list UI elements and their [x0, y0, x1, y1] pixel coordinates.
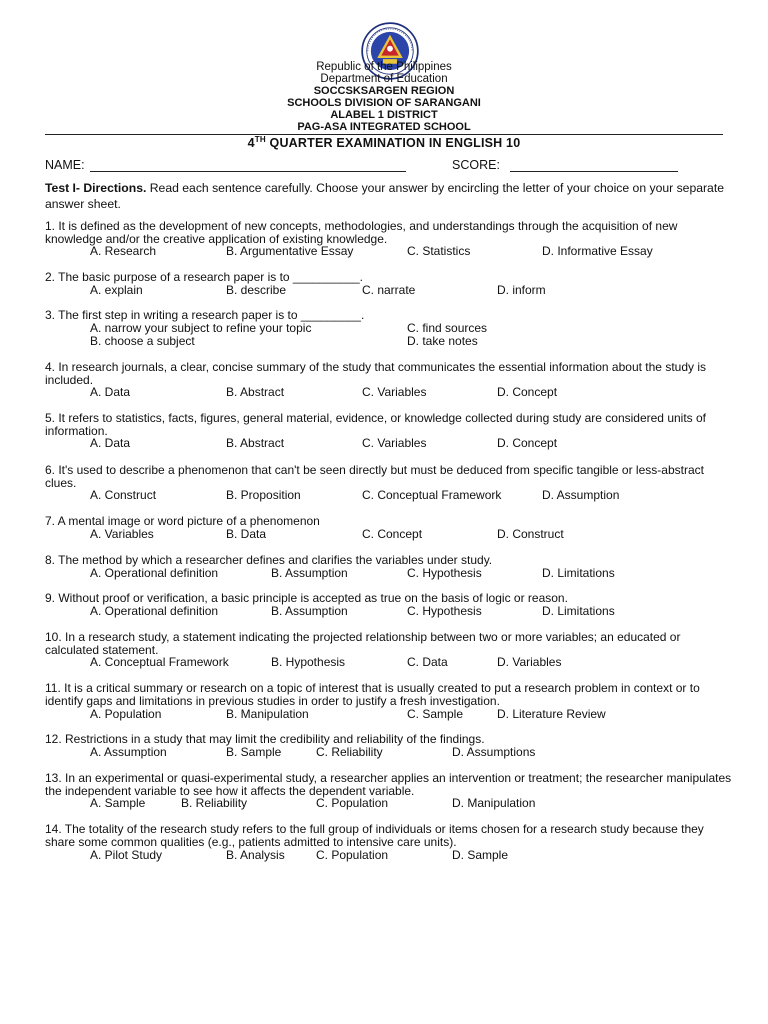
answer-option[interactable]: D. Assumptions [452, 745, 536, 759]
answer-option[interactable]: B. Assumption [271, 566, 348, 580]
answer-option[interactable]: A. Population [90, 707, 162, 721]
answer-option[interactable]: B. Abstract [226, 436, 285, 450]
answer-option[interactable]: B. Reliability [181, 796, 248, 810]
answer-option[interactable]: B. Hypothesis [271, 655, 346, 669]
answer-option[interactable]: C. Variables [362, 436, 427, 450]
question-stem: 12. Restrictions in a study that may limit the credibility and reliability of the findings. [45, 732, 485, 746]
answer-option[interactable]: C. narrate [362, 283, 416, 297]
answer-option[interactable]: D. Assumption [542, 488, 620, 502]
question-stem: 3. The first step in writing a research paper is to _________. [45, 308, 365, 322]
answer-option[interactable]: D. Concept [497, 385, 558, 399]
answer-option[interactable]: A. Data [90, 436, 131, 450]
answer-option[interactable]: D. Sample [452, 848, 509, 862]
question-stem: 9. Without proof or verification, a basic principle is accepted as true on the basis of logic or reason. [45, 591, 568, 605]
answer-option[interactable]: C. Hypothesis [407, 604, 482, 618]
question-stem: 11. It is a critical summary or research on a topic of interest that is usually created to put a research problem in context or to identify gaps and limitations in previous studies in order to justify a fresh investigation. [45, 681, 700, 708]
answer-option[interactable]: B. Assumption [271, 604, 348, 618]
answer-option[interactable]: B. Data [226, 527, 267, 541]
question-stem: 6. It's used to describe a phenomenon that can't be seen directly but must be deduced from specific tangible or less-abstract clues. [45, 463, 704, 490]
question-stem: 10. In a research study, a statement indicating the projected relationship between two or more variables; an educated or calculated statement. [45, 630, 681, 657]
answer-option[interactable]: B. choose a subject [90, 334, 195, 348]
answer-option[interactable]: D. take notes [407, 334, 478, 348]
answer-option[interactable]: A. Operational definition [90, 566, 219, 580]
answer-option[interactable]: B. Proposition [226, 488, 301, 502]
answer-option[interactable]: C. find sources [407, 321, 488, 335]
answer-option[interactable]: D. Concept [497, 436, 558, 450]
answer-option[interactable]: D. Informative Essay [542, 244, 653, 258]
answer-option[interactable]: C. Population [316, 796, 389, 810]
question-stem: 14. The totality of the research study refers to the full group of individuals or items chosen for a research study because they share some common qualities (e.g., patients admitted to intensive care units). [45, 822, 704, 849]
region-line: SOCCSKSARGEN REGION [313, 85, 455, 97]
answer-option[interactable]: A. explain [90, 283, 143, 297]
answer-option[interactable]: C. Conceptual Framework [362, 488, 502, 502]
directions [45, 180, 725, 212]
answer-option[interactable]: A. Sample [90, 796, 146, 810]
answer-option[interactable]: D. Manipulation [452, 796, 536, 810]
answer-option[interactable]: A. Assumption [90, 745, 167, 759]
answer-option[interactable]: C. Reliability [316, 745, 383, 759]
name-field[interactable] [90, 171, 406, 172]
answer-option[interactable]: D. inform [497, 283, 546, 297]
exam-title-number: 4 [247, 136, 255, 150]
division-line: SCHOOLS DIVISION OF SARANGANI [287, 97, 481, 109]
answer-option[interactable]: B. describe [226, 283, 287, 297]
answer-option[interactable]: D. Construct [497, 527, 564, 541]
exam-title [0, 136, 768, 150]
answer-option[interactable]: C. Data [407, 655, 448, 669]
answer-option[interactable]: A. Data [90, 385, 131, 399]
question-stem: 4. In research journals, a clear, concise summary of the study that communicates the essential information about the study is included. [45, 360, 706, 387]
answer-option[interactable]: B. Abstract [226, 385, 285, 399]
exam-title-suffix: TH [254, 135, 266, 144]
directions-text: Read each sentence carefully. Choose your answer by encircling the letter of your choice on your separate answer sheet. [45, 181, 725, 211]
question-stem: 5. It refers to statistics, facts, figures, general material, evidence, or knowledge collected during study are considered units of information. [45, 411, 707, 438]
answer-option[interactable]: A. Pilot Study [90, 848, 163, 862]
answer-option[interactable]: B. Manipulation [226, 707, 309, 721]
answer-option[interactable]: C. Variables [362, 385, 427, 399]
answer-option[interactable]: D. Variables [497, 655, 562, 669]
question-stem: 1. It is defined as the development of new concepts, methodologies, and understandings through the acquisition of new knowledge and/or the creative application of existing knowledge. [45, 219, 678, 246]
answer-option[interactable]: C. Population [316, 848, 389, 862]
republic-line: Republic of the Philippines [316, 61, 452, 73]
name-label: NAME: [45, 158, 85, 172]
exam-title-text: QUARTER EXAMINATION IN ENGLISH 10 [265, 136, 521, 150]
answer-option[interactable]: D. Literature Review [497, 707, 606, 721]
answer-option[interactable]: C. Sample [407, 707, 464, 721]
department-line: Department of Education [320, 73, 448, 85]
answer-option[interactable]: A. Conceptual Framework [90, 655, 229, 669]
question-stem: 2. The basic purpose of a research paper is to __________. [45, 270, 363, 284]
school-line: PAG-ASA INTEGRATED SCHOOL [297, 121, 471, 133]
answer-option[interactable]: C. Hypothesis [407, 566, 482, 580]
district-line: ALABEL 1 DISTRICT [330, 109, 438, 121]
answer-option[interactable]: A. Variables [90, 527, 154, 541]
question-stem: 13. In an experimental or quasi-experimental study, a researcher applies an intervention or treatment; the researcher manipulates the independent variable to see how it affects the dependent variable. [45, 771, 732, 798]
answer-option[interactable]: D. Limitations [542, 604, 615, 618]
answer-option[interactable]: A. Research [90, 244, 157, 258]
directions-lead: Test I- Directions. [45, 181, 147, 195]
answer-option[interactable]: C. Concept [362, 527, 423, 541]
score-label: SCORE: [452, 158, 500, 172]
answer-option[interactable]: A. narrow your subject to refine your topic [90, 321, 312, 335]
answer-option[interactable]: A. Operational definition [90, 604, 219, 618]
answer-option[interactable]: B. Sample [226, 745, 282, 759]
question-stem: 7. A mental image or word picture of a phenomenon [45, 514, 320, 528]
header-divider [45, 134, 723, 135]
question-stem: 8. The method by which a researcher defines and clarifies the variables under study. [45, 553, 493, 567]
answer-option[interactable]: B. Analysis [226, 848, 285, 862]
school-header [0, 61, 768, 133]
answer-option[interactable]: D. Limitations [542, 566, 615, 580]
answer-option[interactable]: A. Construct [90, 488, 157, 502]
answer-option[interactable]: B. Argumentative Essay [226, 244, 354, 258]
answer-option[interactable]: C. Statistics [407, 244, 471, 258]
score-field[interactable] [510, 171, 678, 172]
